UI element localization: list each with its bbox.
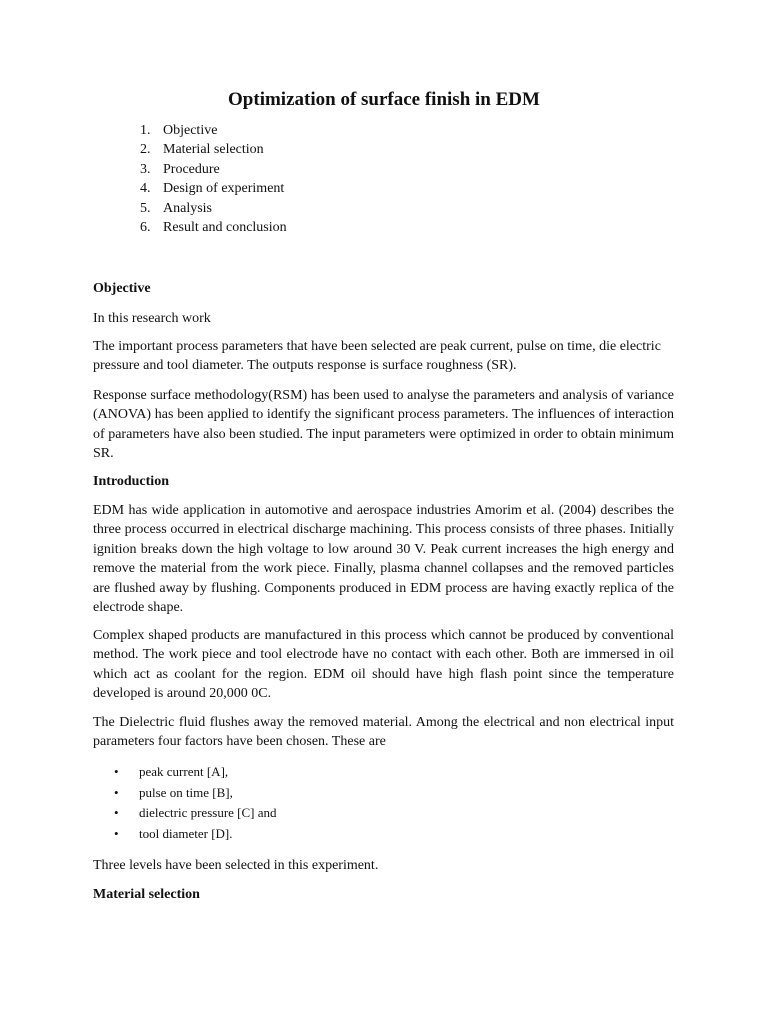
list-item (114, 803, 277, 824)
toc-number: 2. (140, 142, 151, 158)
bullet-icon: • (114, 764, 119, 779)
introduction-paragraph-3: The Dielectric fluid flushes away the removed material. Among the electrical and non electrical input parameters four factors have been chosen. These are (93, 715, 674, 750)
list-item-text: tool diameter [D]. (139, 825, 233, 841)
material-selection-heading: Material selection (93, 887, 200, 902)
toc-item (140, 199, 287, 218)
toc-number: 6. (140, 219, 151, 235)
toc-label: Material selection (163, 142, 264, 158)
toc-item (140, 121, 287, 140)
list-item-text: peak current [A], (139, 764, 229, 779)
list-item (114, 824, 277, 845)
toc-label: Procedure (163, 161, 220, 177)
document-title: Optimization of surface finish in EDM (228, 89, 540, 110)
toc-number: 3. (140, 161, 151, 177)
toc-number: 4. (140, 181, 151, 197)
list-item-text: pulse on time [B], (139, 784, 233, 800)
bullet-icon: • (114, 805, 119, 820)
input-parameter-list (114, 762, 277, 844)
introduction-paragraph-4: Three levels have been selected in this experiment. (93, 858, 379, 873)
bullet-icon: • (114, 784, 119, 800)
toc-label: Objective (163, 123, 218, 138)
toc-label: Analysis (163, 200, 212, 216)
list-item (114, 783, 277, 804)
toc-label: Design of experiment (163, 181, 285, 197)
toc-number: 5. (140, 200, 151, 216)
objective-paragraph-1: In this research work (93, 311, 211, 326)
list-item (114, 762, 277, 783)
toc-item (140, 179, 287, 198)
introduction-paragraph-2: Complex shaped products are manufactured in this process which cannot be produced by conventional method. The work piece and tool electrode have no contact with each other. Both are immersed in oil which act as coolant for the region. EDM oil should have high flash point since the temperature developed is around 20,000 0C. (93, 628, 674, 702)
toc-item (140, 140, 287, 159)
toc-item (140, 160, 287, 179)
introduction-heading: Introduction (93, 474, 169, 489)
table-of-contents (140, 121, 287, 237)
objective-paragraph-2: The important process parameters that have been selected are peak current, pulse on time, die electric pressure and tool diameter. The outputs response is surface roughness (SR). (93, 339, 661, 374)
list-item-text: dielectric pressure [C] and (139, 805, 277, 820)
objective-paragraph-3: Response surface methodology(RSM) has been used to analyse the parameters and analysis of variance (ANOVA) has been applied to identify the significant process parameters. The influences of interaction of parameters have also been studied. The input parameters were optimized in order to obtain minimum SR. (93, 388, 674, 462)
toc-number: 1. (140, 123, 151, 138)
objective-heading: Objective (93, 281, 151, 296)
toc-label: Result and conclusion (163, 219, 287, 235)
bullet-icon: • (114, 825, 119, 841)
introduction-paragraph-1: EDM has wide application in automotive and aerospace industries Amorim et al. (2004) describes the three process occurred in electrical discharge machining. This process consists of three phases. Initially ignition breaks down the high voltage to low around 30 V. Peak current increases the high energy and remove the material from the work piece. Finally, plasma channel collapses and the removed particles are flushed away by flushing. Components produced in EDM process are having exactly replica of the electrode shape. (93, 503, 674, 616)
toc-item (140, 218, 287, 237)
